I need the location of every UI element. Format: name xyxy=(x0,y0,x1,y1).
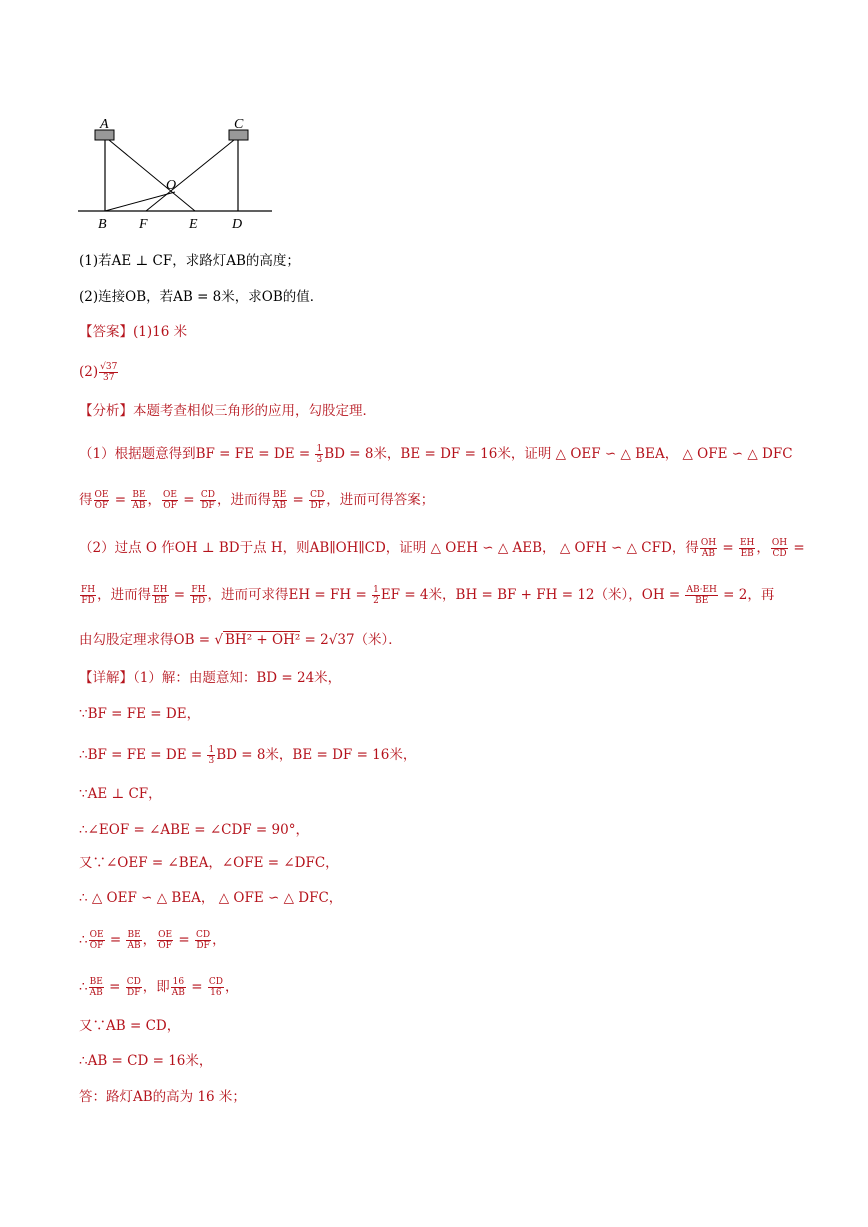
solution-line-8: ∴ $\frac{OE}{OF}$ = $\frac{BE}{AB}$ ， $\frac{OE}{OF}$ = $\frac{CD}{DF}$ ， xyxy=(79,930,226,951)
question-2: (2)连接OB，若AB = 8米，求OB的值． xyxy=(79,289,324,305)
analysis-label: 【分析】 xyxy=(79,403,133,419)
label-c: C xyxy=(234,117,244,132)
analysis-p4: $\frac{FH}{FD}$ ，进而得 $\frac{EH}{EB}$ = $\frac{FH}{FD}$ ，进而可求得EH = FH = $\frac{1}{2}$ EF = 4米，BH = BF + FH = 12（米），OH = $\frac{AB\cdot EH}{BE}$ = 2，再 xyxy=(81,585,775,606)
analysis-intro: 本题考查相似三角形的应用，勾股定理． xyxy=(133,403,376,419)
solution-line-7: ∴ △ OEF ∽ △ BEA， △ OFE ∽ △ DFC， xyxy=(79,890,343,906)
solution-line-2: ∵BF = FE = DE， xyxy=(79,706,201,722)
answer-part2-prefix: (2) xyxy=(79,364,99,380)
streetlight-figure xyxy=(76,114,276,232)
solution-line-1: 【详解】（1）解：由题意知：BD = 24米， xyxy=(79,670,342,686)
solution-label: 【详解】 xyxy=(79,670,133,686)
analysis-p3: （2）过点 O 作OH ⊥ BD于点 H，则AB∥OH∥CD，证明 △ OEH ∽ △ AEB， △ OFH ∽ △ CFD，得 $\frac{OH}{AB}$ = $\frac{EH}{EB}$ ， $\frac{OH}{CD}$ = xyxy=(79,538,805,559)
solution-line-9: ∴ $\frac{BE}{AB}$ = $\frac{CD}{DF}$ ，即 $\frac{16}{AB}$ = $\frac{CD}{16}$ ， xyxy=(79,977,239,998)
answer-part2-fraction: $\frac{√37}{37}$ xyxy=(100,362,118,383)
label-o: O xyxy=(166,178,177,193)
analysis-header xyxy=(79,401,376,421)
analysis-p5: 由勾股定理求得OB = √ BH² + OH² = 2√37（米）． xyxy=(79,632,402,648)
line-bo xyxy=(105,192,175,211)
label-e: E xyxy=(189,217,198,232)
answer-part1: (1)16 米 xyxy=(133,324,188,340)
answer-label: 【答案】 xyxy=(79,324,133,340)
label-b: B xyxy=(98,217,107,232)
label-d: D xyxy=(232,217,243,232)
solution-line-3: ∴BF = FE = DE = $\frac{1}{3}$ BD = 8米，BE = DF = 16米， xyxy=(79,745,417,766)
solution-line-12: 答：路灯AB的高为 16 米； xyxy=(79,1089,246,1105)
label-f: F xyxy=(139,217,148,232)
solution-line-5: ∴∠EOF = ∠ABE = ∠CDF = 90°， xyxy=(79,822,309,838)
solution-line-11: ∴AB = CD = 16米， xyxy=(79,1053,213,1069)
line-cf xyxy=(146,140,234,211)
solution-line-10: 又∵AB = CD， xyxy=(79,1018,181,1034)
label-a: A xyxy=(100,117,109,132)
answer-part2-line xyxy=(79,362,119,383)
question-1: (1)若AE ⊥ CF，求路灯AB的高度； xyxy=(79,253,300,269)
solution-line-6: 又∵∠OEF = ∠BEA，∠OFE = ∠DFC， xyxy=(79,855,339,871)
line-ae xyxy=(109,140,195,211)
solution-line-4: ∵AE ⊥ CF， xyxy=(79,786,162,802)
analysis-p2: 得 $\frac{OE}{OF}$ = $\frac{BE}{AB}$ ， $\frac{OE}{OF}$ = $\frac{CD}{DF}$ ，进而得 $\frac{BE}{AB}$ = $\frac{CD}{DF}$ ，进而可得答案； xyxy=(79,490,435,511)
analysis-p1: （1）根据题意得到BF = FE = DE = $\frac{1}{3}$ BD = 8米，BE = DF = 16米，证明 △ OEF ∽ △ BEA， △ OFE ∽ △ DFC xyxy=(79,444,793,465)
answer-line xyxy=(79,322,187,342)
